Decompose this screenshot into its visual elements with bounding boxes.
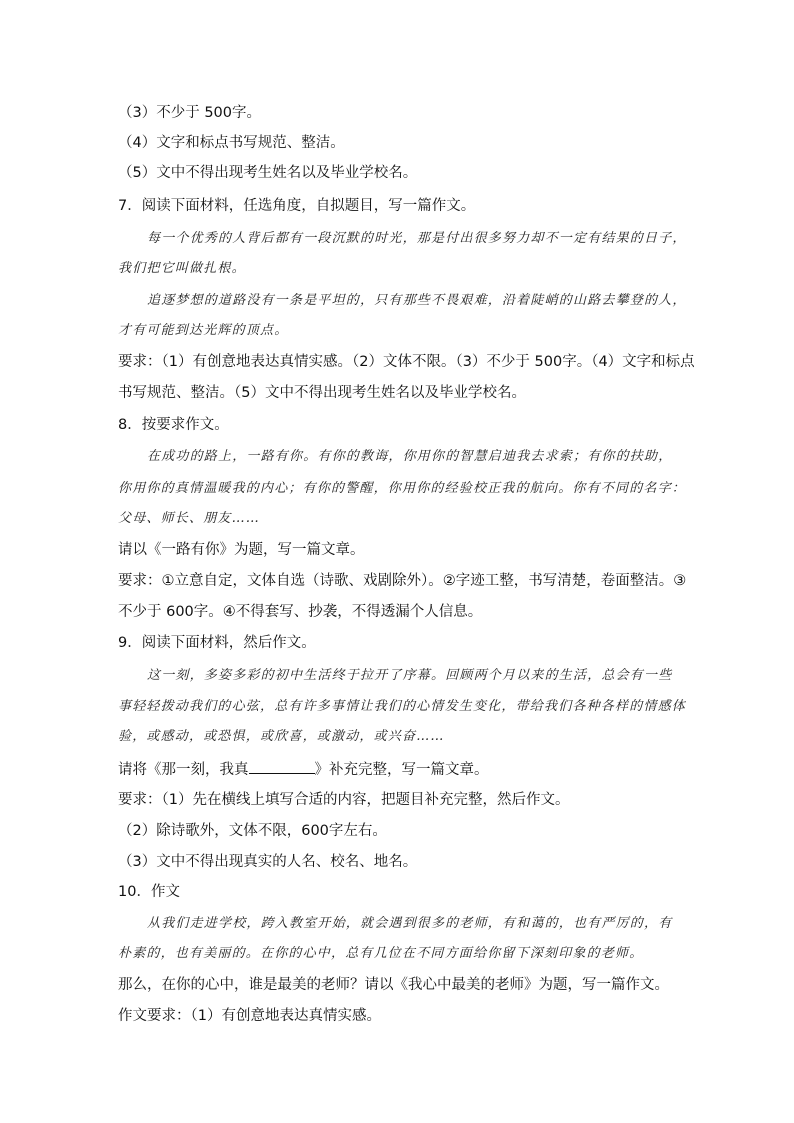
q8-requirements-line: 不少于 600字。④不得套写、抄袭，不得透漏个人信息。 [118, 604, 483, 620]
question-7-title: 7．阅读下面材料，任选角度，自拟题目，写一篇作文。 [118, 198, 476, 214]
q7-material-line: 每一个优秀的人背后都有一段沉默的时光，那是付出很多努力却不一定有结果的日子， [147, 231, 687, 246]
q8-material-line: 你用你的真情温暖我的内心；有你的警醒，你用你的经验校正我的航向。你有不同的名字： [118, 481, 687, 496]
question-9-title: 9．阅读下面材料，然后作文。 [118, 635, 316, 651]
q10-requirements-line: 作文要求：（1）有创意地表达真情实感。 [118, 1008, 381, 1024]
q10-material-line: 朴素的，也有美丽的。在你的心中，总有几位在不同方面给你留下深刻印象的老师。 [118, 946, 644, 961]
q7-requirements-line: 要求：（1）有创意地表达真情实感。（2）文体不限。（3）不少于 500字。（4）文字和标点 [118, 354, 695, 370]
q7-requirements-line: 书写规范、整洁。（5）文中不得出现考生姓名以及毕业学校名。 [118, 385, 526, 401]
q10-material-line: 从我们走进学校，跨入教室开始，就会遇到很多的老师，有和蔼的，也有严厉的，有 [147, 916, 673, 931]
q7-material-line: 我们把它叫做扎根。 [118, 261, 246, 276]
q8-requirements-line: 要求：①立意自定，文体自选（诗歌、戏剧除外）。②字迹工整，书写清楚，卷面整洁。③ [118, 573, 687, 589]
requirement-5: （5）文中不得出现考生姓名以及毕业学校名。 [118, 165, 418, 181]
q7-material-line: 追逐梦想的道路没有一条是平坦的，只有那些不畏艰难，沿着陡峭的山路去攀登的人， [147, 293, 687, 308]
q7-material-line: 才有可能到达光辉的顶点。 [118, 323, 289, 338]
question-8-title: 8．按要求作文。 [118, 417, 229, 433]
q9-requirements-line: 要求：（1）先在横线上填写合适的内容，把题目补充完整，然后作文。 [118, 792, 570, 808]
title-fill-blank [249, 759, 315, 774]
q10-prompt: 那么，在你的心中，谁是最美的老师？请以《我心中最美的老师》为题，写一篇作文。 [118, 977, 669, 993]
requirement-4: （4）文字和标点书写规范、整洁。 [118, 135, 345, 151]
q8-prompt: 请以《一路有你》为题，写一篇文章。 [118, 542, 365, 558]
q9-material-line: 这一刻，多姿多彩的初中生活终于拉开了序幕。回顾两个月以来的生活，总会有一些 [147, 668, 673, 683]
q9-material-line: 事轻轻拨动我们的心弦，总有许多事情让我们的心情发生变化，带给我们各种各样的情感体 [118, 699, 687, 714]
requirement-3: （3）不少于 500字。 [118, 105, 262, 121]
q8-material-line: 父母、师长、朋友…… [118, 511, 261, 526]
q8-material-line: 在成功的路上，一路有你。有你的教诲，你用你的智慧启迪我去求索；有你的扶助， [147, 449, 673, 464]
question-10-title: 10．作文 [118, 884, 180, 900]
q9-prompt-before: 请将《那一刻，我真 [118, 762, 249, 778]
q9-material-line: 验，或感动，或恐惧，或欣喜，或激动，或兴奋…… [118, 729, 445, 744]
q9-requirements-line: （3）文中不得出现真实的人名、校名、地名。 [118, 854, 418, 870]
q9-prompt [118, 759, 683, 780]
q9-prompt-after: 》补充完整，写一篇文章。 [314, 762, 489, 778]
q9-requirements-line: （2）除诗歌外，文体不限，600字左右。 [118, 823, 387, 839]
